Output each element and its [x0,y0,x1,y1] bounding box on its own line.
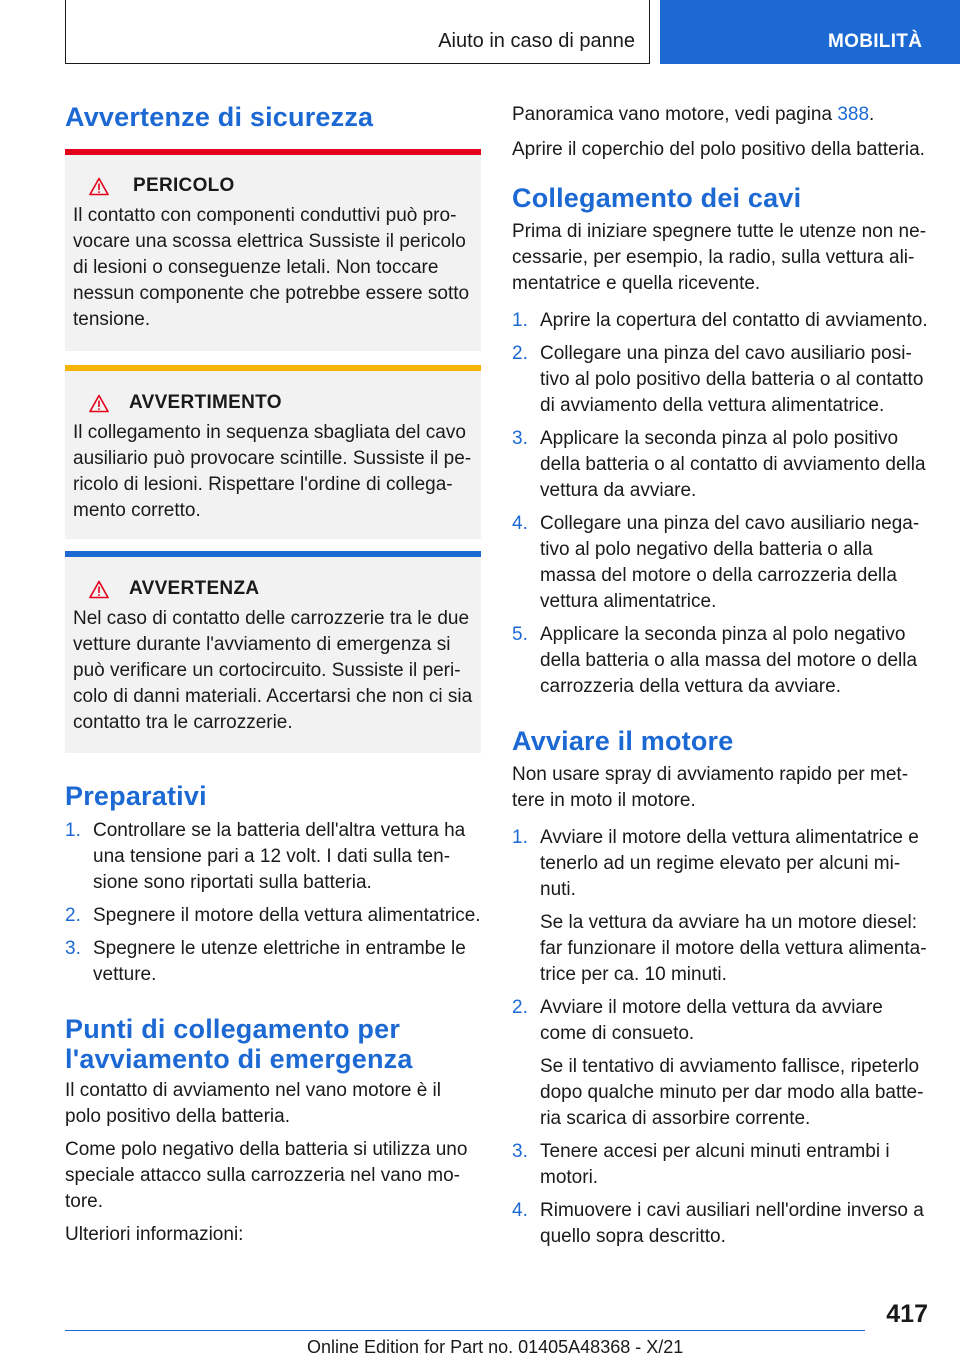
page-reference-link[interactable]: 388 [837,104,870,125]
step-number: 1. [65,820,81,841]
step-text: Avviare il motore della vettura da avviare come di consueto. [540,997,883,1044]
step-content [540,825,928,988]
start-heading: Avviare il motore [512,726,734,756]
footer-divider [65,1330,865,1331]
step-text: Avviare il motore della vettura alimentatrice e tenerlo ad un regime elevato per alcuni minuti. [540,827,919,900]
list-item [512,1198,928,1250]
list-item [65,936,481,988]
caution-box [65,557,481,753]
prep-heading: Preparativi [65,781,207,811]
points-paragraph-2: Come polo negativo della batteria si utilizza uno speciale attacco sulla carrozzeria nel vano motore. [65,1139,468,1212]
points-heading: Punti di collegamento per l'avviamento di emergenza [65,1014,413,1074]
step-text: Applicare la seconda pinza al polo negativo della batteria o alla massa del motore o della carrozzeria della vettura da avviare. [540,624,918,697]
points-paragraph-3: Ulteriori informazioni: [65,1224,244,1245]
list-item [512,308,928,334]
step-note: Se la vettura da avviare ha un motore diesel: far funzionare il motore della vettura alimentatrice per ca. 10 minuti. [540,912,927,985]
left-column [65,102,481,1248]
cables-heading: Collegamento dei cavi [512,183,802,213]
step-text: Collegare una pinza del cavo ausiliario negativo al polo negativo della batteria o alla massa del motore o della carrozzeria della vettura alimentatrice. [540,513,920,612]
step-number: 2. [512,997,528,1018]
step-text: Spegnere il motore della vettura alimentatrice. [93,905,481,926]
list-item [65,818,481,896]
danger-text: Il contatto con componenti conduttivi può provocare una scossa elettrica Sussiste il pericolo di lesioni o conseguenze letali. Non toccare nessun componente che potrebbe essere sotto tensione. [73,205,470,330]
caution-text: Nel caso di contatto delle carrozzerie tra le due vetture durante l'avviamento di emergenza si può verificare un cortocircuito. Sussiste il pericolo di danni materiali. Accertarsi che non ci sia contatto tra le carrozzerie. [73,608,473,733]
step-number: 3. [512,428,528,449]
step-note: Se il tentativo di avviamento fallisce, ripeterlo dopo qualche minuto per dar modo alla batteria scarica di assorbire corrente. [540,1056,924,1129]
step-number: 3. [512,1141,528,1162]
step-text: Applicare la seconda pinza al polo positivo della batteria o al contatto di avviamento della vettura da avviare. [540,428,926,501]
overview-text: Panoramica vano motore, vedi pagina [512,104,838,125]
step-number: 1. [512,827,528,848]
prep-steps-list [65,818,481,988]
step-text: Spegnere le utenze elettriche in entrambe le vetture. [93,938,466,985]
warning-triangle-icon [89,177,109,196]
footer-edition: Online Edition for Part no. 01405A48368 - X/21 [307,1337,684,1357]
step-number: 5. [512,624,528,645]
step-number: 1. [512,310,528,331]
danger-box [65,155,481,351]
warning-triangle-icon [89,580,109,599]
step-number: 4. [512,1200,528,1221]
step-number: 3. [65,938,81,959]
warning-title-row [73,392,473,414]
step-number: 4. [512,513,528,534]
step-text: Controllare se la batteria dell'altra vettura ha una tensione pari a 12 volt. I dati sulla tensione sono riportati sulla batteria. [93,820,466,893]
points-paragraph-1: Il contatto di avviamento nel vano motore è il polo positivo della batteria. [65,1080,441,1127]
step-text: Aprire la copertura del contatto di avviamento. [540,310,928,331]
list-item [65,903,481,929]
caution-title-row [73,578,473,600]
danger-title-row [73,175,473,197]
header-section-title: Aiuto in caso di panne [438,30,635,52]
caution-label: AVVERTENZA [129,578,260,599]
overview-period: . [869,104,875,125]
open-cover-paragraph: Aprire il coperchio del polo positivo della batteria. [512,139,925,160]
danger-label: PERICOLO [133,175,235,196]
step-content [540,995,928,1132]
cables-intro: Prima di iniziare spegnere tutte le utenze non necessarie, per esempio, la radio, sulla vettura alimentatrice e quella ricevente. [512,221,927,294]
step-number: 2. [512,343,528,364]
list-item [512,341,928,419]
page-number: 417 [886,1300,928,1328]
warning-triangle-icon [89,394,109,413]
cables-steps-list [512,308,928,700]
warning-label: AVVERTIMENTO [129,392,282,413]
header-chapter-label: MOBILITÀ [828,31,923,52]
step-text: Tenere accesi per alcuni minuti entrambi i motori. [540,1141,890,1188]
overview-paragraph [512,102,928,128]
header-chapter-tab[interactable] [660,0,960,64]
warning-box [65,371,481,539]
safety-heading: Avvertenze di sicurezza [65,102,374,132]
list-item [512,511,928,615]
right-column [512,102,928,1250]
step-number: 2. [65,905,81,926]
start-intro: Non usare spray di avviamento rapido per mettere in moto il motore. [512,764,909,811]
warning-text: Il collegamento in sequenza sbagliata del cavo ausiliario può provocare scintille. Sussiste il pericolo di lesioni. Rispettare l'ordine di collegamento corretto. [73,422,472,521]
list-item [512,995,928,1132]
list-item [512,622,928,700]
list-item [512,1139,928,1191]
step-text: Collegare una pinza del cavo ausiliario positivo al polo positivo della batteria o al contatto di avviamento della vettura alimentatrice. [540,343,924,416]
start-steps-list [512,825,928,1250]
header-section-box [65,0,650,64]
list-item [512,825,928,988]
step-text: Rimuovere i cavi ausiliari nell'ordine inverso a quello sopra descritto. [540,1200,924,1247]
list-item [512,426,928,504]
